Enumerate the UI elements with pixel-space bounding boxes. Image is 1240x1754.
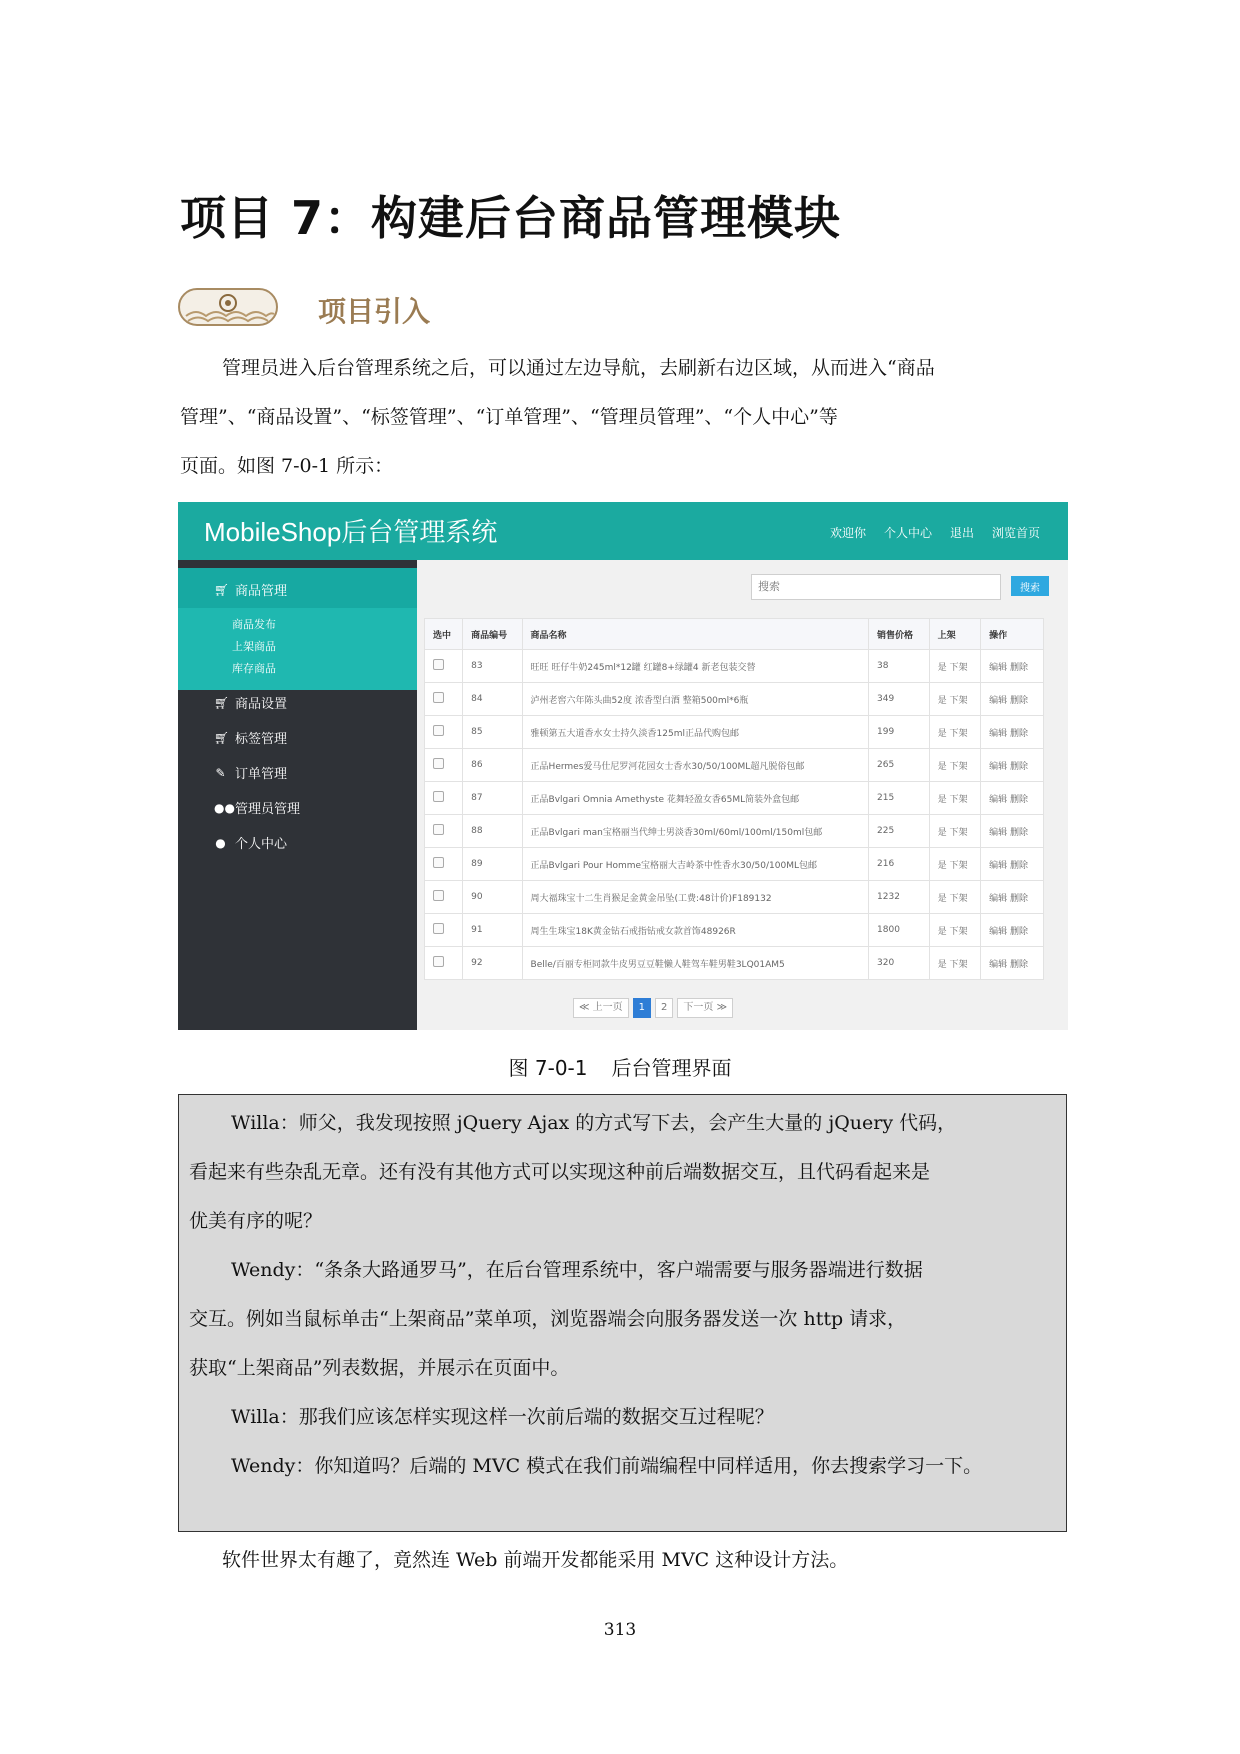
row-checkbox[interactable] xyxy=(433,758,444,769)
cell-name: 泸州老窖六年陈头曲52度 浓香型白酒 整箱500ml*6瓶 xyxy=(522,683,869,716)
cell-actions[interactable]: 编辑 删除 xyxy=(981,683,1044,716)
page-number: 313 xyxy=(603,1620,637,1640)
table-row xyxy=(425,947,1044,980)
cart-icon: 🛒︎ xyxy=(214,582,230,597)
cell-actions[interactable]: 编辑 删除 xyxy=(981,947,1044,980)
cell-id: 92 xyxy=(463,947,522,980)
row-checkbox[interactable] xyxy=(433,923,444,934)
cart-icon: 🛒︎ xyxy=(214,730,230,745)
closing-paragraph xyxy=(180,1536,1060,1585)
table-row xyxy=(425,716,1044,749)
cell-id: 88 xyxy=(463,815,522,848)
dialogue-text xyxy=(189,1099,1059,1491)
cell-id: 89 xyxy=(463,848,522,881)
cell-id: 86 xyxy=(463,749,522,782)
sidebar-item-label: 个人中心 xyxy=(235,837,288,852)
cell-actions[interactable]: 编辑 删除 xyxy=(981,848,1044,881)
cell-name: 正品Bvlgari Omnia Amethyste 花舞轻盈女香65ML简装外盒包邮 xyxy=(522,782,869,815)
nav-browse-home[interactable]: 浏览首页 xyxy=(991,526,1040,540)
dialogue-line: Wendy：“条条大路通罗马”，在后台管理系统中，客户端需要与服务器端进行数据 xyxy=(231,1259,923,1281)
cell-shelf[interactable]: 是 下架 xyxy=(929,815,981,848)
admin-sidebar xyxy=(178,560,417,1030)
cell-actions[interactable]: 编辑 删除 xyxy=(981,749,1044,782)
intro-paragraph xyxy=(180,344,1060,491)
table-row xyxy=(425,881,1044,914)
pager-prev[interactable]: ≪ 上一页 xyxy=(573,998,629,1018)
dialogue-line: 交互。例如当鼠标单击“上架商品”菜单项，浏览器端会向服务器发送一次 http 请求， xyxy=(189,1308,907,1330)
page-title: 项目 7：构建后台商品管理模块 xyxy=(180,191,842,245)
row-checkbox[interactable] xyxy=(433,791,444,802)
cell-price: 320 xyxy=(869,947,930,980)
row-checkbox[interactable] xyxy=(433,659,444,670)
intro-line: 管理”、“商品设置”、“标签管理”、“订单管理”、“管理员管理”、“个人中心”等 xyxy=(180,406,838,428)
cell-name: Belle/百丽专柜同款牛皮男豆豆鞋懒人鞋驾车鞋男鞋3LQ01AM5 xyxy=(522,947,869,980)
sidebar-item-label: 订单管理 xyxy=(235,767,288,782)
row-checkbox[interactable] xyxy=(433,956,444,967)
pagination xyxy=(573,998,733,1018)
cell-name: 正品Hermes爱马仕尼罗河花园女士香水30/50/100ML超凡脱俗包邮 xyxy=(522,749,869,782)
cell-price: 199 xyxy=(869,716,930,749)
dialogue-line: 看起来有些杂乱无章。还有没有其他方式可以实现这种前后端数据交互，且代码看起来是 xyxy=(189,1161,931,1183)
nav-profile[interactable]: 个人中心 xyxy=(883,526,932,540)
dialogue-line: 优美有序的呢？ xyxy=(189,1210,323,1232)
sidebar-sub-item-on-shelf[interactable]: 上架商品 xyxy=(232,640,276,653)
sidebar-item-goods-management-label[interactable] xyxy=(214,580,287,599)
sidebar-item-tags[interactable] xyxy=(214,728,287,747)
row-checkbox[interactable] xyxy=(433,824,444,835)
cell-id: 90 xyxy=(463,881,522,914)
cell-name: 周生生珠宝18K黄金钻石戒指钻戒女款首饰48926R xyxy=(522,914,869,947)
cell-actions[interactable]: 编辑 删除 xyxy=(981,650,1044,683)
pager-page-2[interactable]: 2 xyxy=(655,998,673,1018)
intro-line: 管理员进入后台管理系统之后，可以通过左边导航，去刷新右边区域，从而进入“商品 xyxy=(222,357,935,379)
nav-welcome[interactable]: 欢迎你 xyxy=(829,526,866,540)
row-checkbox[interactable] xyxy=(433,890,444,901)
sidebar-item-orders[interactable] xyxy=(214,763,287,782)
cell-id: 87 xyxy=(463,782,522,815)
sidebar-item-goods-settings[interactable] xyxy=(214,693,287,712)
cell-id: 83 xyxy=(463,650,522,683)
cart-icon: 🛒︎ xyxy=(214,695,230,710)
goods-table xyxy=(424,618,1044,980)
table-row xyxy=(425,650,1044,683)
sidebar-item-label: 标签管理 xyxy=(235,732,288,747)
table-row xyxy=(425,782,1044,815)
figure-caption xyxy=(0,1052,1240,1081)
search-button[interactable]: 搜索 xyxy=(1011,576,1049,596)
nav-logout[interactable]: 退出 xyxy=(949,526,974,540)
dialogue-line: Willa：师父，我发现按照 jQuery Ajax 的方式写下去，会产生大量的 jQuery 代码， xyxy=(231,1112,957,1134)
cell-actions[interactable]: 编辑 删除 xyxy=(981,914,1044,947)
dialogue-line: 获取“上架商品”列表数据，并展示在页面中。 xyxy=(189,1357,570,1379)
sidebar-item-label: 商品管理 xyxy=(235,584,288,599)
cell-id: 91 xyxy=(463,914,522,947)
table-row xyxy=(425,683,1044,716)
sidebar-sub-item-publish[interactable]: 商品发布 xyxy=(232,618,276,631)
cell-name: 周大福珠宝十二生肖猴足金黄金吊坠(工费:48计价)F189132 xyxy=(522,881,869,914)
column-header-price: 销售价格 xyxy=(869,619,930,650)
cell-actions[interactable]: 编辑 删除 xyxy=(981,815,1044,848)
users-icon: ●● xyxy=(214,800,235,815)
intro-line: 页面。如图 7-0-1 所示： xyxy=(180,455,394,477)
cell-shelf[interactable]: 是 下架 xyxy=(929,848,981,881)
cell-price: 215 xyxy=(869,782,930,815)
sidebar-item-admins[interactable] xyxy=(214,798,300,817)
table-header-row xyxy=(425,619,1044,650)
cell-price: 1232 xyxy=(869,881,930,914)
cell-price: 225 xyxy=(869,815,930,848)
pager-next[interactable]: 下一页 ≫ xyxy=(677,998,733,1018)
sidebar-item-personal-center[interactable] xyxy=(214,833,287,852)
figure-number: 图 7-0-1 xyxy=(508,1056,588,1080)
admin-brand: MobileShop后台管理系统 xyxy=(204,517,498,547)
table-row xyxy=(425,914,1044,947)
dialogue-box xyxy=(178,1094,1067,1532)
table-row xyxy=(425,815,1044,848)
column-header-id: 商品编号 xyxy=(463,619,522,650)
cell-price: 349 xyxy=(869,683,930,716)
dialogue-line: Wendy：你知道吗？后端的 MVC 模式在我们前端编程中同样适用，你去搜索学习一下。 xyxy=(231,1455,983,1477)
cell-shelf[interactable]: 是 下架 xyxy=(929,881,981,914)
edit-icon: ✎ xyxy=(215,765,226,780)
sidebar-item-label: 管理员管理 xyxy=(235,802,301,817)
cell-shelf[interactable]: 是 下架 xyxy=(929,683,981,716)
section-label: 项目引入 xyxy=(318,295,431,328)
row-checkbox[interactable] xyxy=(433,857,444,868)
search-input[interactable] xyxy=(751,574,1001,600)
admin-top-nav xyxy=(830,524,1040,541)
column-header-shelf: 上架 xyxy=(929,619,981,650)
cell-actions[interactable]: 编辑 删除 xyxy=(981,782,1044,815)
column-header-actions: 操作 xyxy=(981,619,1044,650)
closing-line: 软件世界太有趣了，竟然连 Web 前端开发都能采用 MVC 这种设计方法。 xyxy=(222,1549,849,1571)
sidebar-item-label: 商品设置 xyxy=(235,697,288,712)
cell-id: 85 xyxy=(463,716,522,749)
cell-actions[interactable]: 编辑 删除 xyxy=(981,881,1044,914)
ornamental-badge-icon xyxy=(178,288,278,326)
column-header-name: 商品名称 xyxy=(522,619,869,650)
cell-price: 265 xyxy=(869,749,930,782)
cell-name: 雅顿第五大道香水女士持久淡香125ml正品代购包邮 xyxy=(522,716,869,749)
cell-name: 正品Bvlgari man宝格丽当代绅士男淡香30ml/60ml/100ml/150ml包邮 xyxy=(522,815,869,848)
cell-shelf[interactable]: 是 下架 xyxy=(929,782,981,815)
cell-shelf[interactable]: 是 下架 xyxy=(929,716,981,749)
column-header-select: 选中 xyxy=(425,619,463,650)
table-row xyxy=(425,749,1044,782)
cell-price: 216 xyxy=(869,848,930,881)
pager-page-1[interactable]: 1 xyxy=(633,998,651,1018)
sidebar-submenu xyxy=(178,608,417,690)
cell-shelf[interactable]: 是 下架 xyxy=(929,749,981,782)
table-row xyxy=(425,848,1044,881)
cell-id: 84 xyxy=(463,683,522,716)
cell-price: 1800 xyxy=(869,914,930,947)
cell-shelf[interactable]: 是 下架 xyxy=(929,914,981,947)
cell-shelf[interactable]: 是 下架 xyxy=(929,650,981,683)
row-checkbox[interactable] xyxy=(433,725,444,736)
cell-actions[interactable]: 编辑 删除 xyxy=(981,716,1044,749)
cell-price: 38 xyxy=(869,650,930,683)
sidebar-sub-item-stock[interactable]: 库存商品 xyxy=(232,662,276,675)
dialogue-line: Willa：那我们应该怎样实现这样一次前后端的数据交互过程呢？ xyxy=(231,1406,774,1428)
admin-header xyxy=(178,502,1068,560)
section-heading xyxy=(178,286,538,330)
cell-shelf[interactable]: 是 下架 xyxy=(929,947,981,980)
cell-name: 正品Bvlgari Pour Homme宝格丽大吉岭茶中性香水30/50/100ML包邮 xyxy=(522,848,869,881)
user-icon: ● xyxy=(215,835,226,850)
admin-screenshot xyxy=(178,502,1068,1030)
figure-caption-text: 后台管理界面 xyxy=(611,1056,732,1080)
cell-name: 旺旺 旺仔牛奶245ml*12罐 红罐8+绿罐4 新老包装交替 xyxy=(522,650,869,683)
row-checkbox[interactable] xyxy=(433,692,444,703)
